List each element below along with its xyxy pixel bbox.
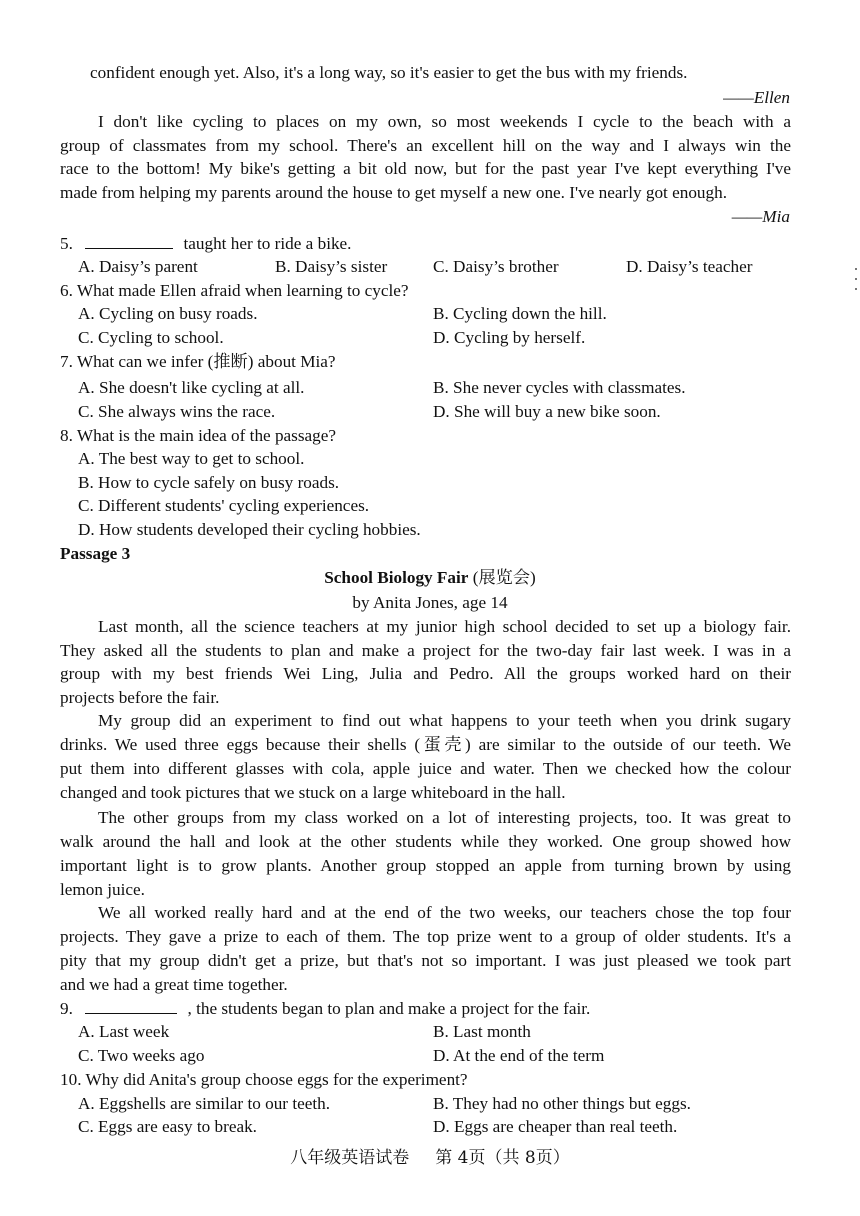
question-10 [60,1071,468,1088]
passage-heading: Passage 3 [60,544,131,563]
option-d: D. Eggs are cheaper than real teeth. [433,1117,678,1136]
option-a: A. She doesn't like cycling at all. [78,378,305,397]
option-d: D. At the end of the term [433,1046,605,1065]
question-8 [60,427,336,444]
question-number: 8. [60,426,73,445]
footer-subject: 八年级英语试卷 [290,1148,410,1168]
signature-mia: ——Mia [731,207,790,226]
question-6 [60,282,409,299]
passage-line: lemon juice. [60,880,145,899]
option-a: A. Cycling on busy roads. [78,304,258,323]
option-d: D. She will buy a new bike soon. [433,402,661,421]
option-b: B. They had no other things but eggs. [433,1094,691,1113]
option-c: C. Two weeks ago [78,1046,205,1065]
option-b: B. She never cycles with classmates. [433,378,686,397]
option-c: C. She always wins the race. [78,402,276,421]
passage-line: We all worked really hard and at the end of the two weeks, our teachers chose the top four [98,903,791,922]
option-c: C. Different students' cycling experiences. [78,496,370,515]
passage-line: group with my best friends Wei Ling, Julia and Pedro. All the groups worked hard on their [60,664,791,683]
question-number: 5. [60,234,73,253]
passage-line: and we had a great time together. [60,975,288,994]
passage-line: drinks. We used three eggs because their shells (蛋壳) are similar to the outside of our teeth. We [60,735,791,754]
page-footer [0,1150,860,1167]
option-d: D. Daisy’s teacher [626,257,753,276]
question-text: What can we infer (推断) about Mia? [76,352,336,371]
question-text: taught her to ride a bike. [183,234,352,253]
question-text: What made Ellen afraid when learning to cycle? [76,281,409,300]
question-9 [60,999,590,1017]
answer-blank [85,999,177,1014]
question-5 [60,234,351,252]
passage-line: important light is to grow plants. Another group stopped an apple from turning brown by using [60,856,791,875]
question-number: 6. [60,281,73,300]
passage-line: walk around the hall and look at the other students while they worked. One group showed how [60,832,791,851]
title-text: School Biology Fair [324,568,469,587]
passage-title [0,569,860,586]
option-a: A. Last week [78,1022,170,1041]
option-a: A. Eggshells are similar to our teeth. [78,1094,331,1113]
question-number: 7. [60,352,73,371]
passage-line: They asked all the students to plan and make a project for the two-day fair last week. I was in a [60,641,791,660]
passage-line: race to the bottom! My bike's getting a bit old now, but for the past year I've kept everything I've [60,159,791,178]
passage-line: pity that my group didn't get a prize, but that's not so important. I was just pleased we took part [60,951,791,970]
question-7 [60,353,336,370]
answer-blank [85,234,173,249]
question-text: Why did Anita's group choose eggs for the experiment? [85,1070,468,1089]
byline: by Anita Jones, age 14 [352,593,508,612]
passage-line: put them into different glasses with cola, apple juice and water. Then we checked how the colour [60,759,791,778]
footer-page-number: 第 4页（共 8页） [435,1148,570,1168]
option-a: A. Daisy’s parent [78,257,198,276]
binding-margin-marks [855,268,857,304]
passage-line: I don't like cycling to places on my own, so most weekends I cycle to the beach with a [98,112,791,131]
passage-line: made from helping my parents around the house to get myself a new one. I've nearly got enough. [60,183,728,202]
passage-line: Last month, all the science teachers at my junior high school decided to set up a biology fair. [98,617,791,636]
title-gloss: (展览会) [468,568,536,587]
option-b: B. Cycling down the hill. [433,304,607,323]
passage-line: projects. They gave a prize to each of them. The top prize went to a group of older students. It's a [60,927,791,946]
option-b: B. How to cycle safely on busy roads. [78,473,340,492]
option-c: C. Daisy’s brother [433,257,559,276]
passage-line: changed and took pictures that we stuck on a large whiteboard in the hall. [60,783,566,802]
question-number: 9. [60,999,73,1018]
passage-line: My group did an experiment to find out what happens to your teeth when you drink sugary [98,711,791,730]
option-d: D. How students developed their cycling hobbies. [78,520,421,539]
option-d: D. Cycling by herself. [433,328,586,347]
passage-line: projects before the fair. [60,688,220,707]
option-c: C. Eggs are easy to break. [78,1117,257,1136]
option-b: B. Last month [433,1022,531,1041]
question-text: , the students began to plan and make a project for the fair. [187,999,591,1018]
question-text: What is the main idea of the passage? [76,426,337,445]
option-a: A. The best way to get to school. [78,449,305,468]
option-c: C. Cycling to school. [78,328,224,347]
passage-line: group of classmates from my school. There's an excellent hill on the way and I always win the [60,136,791,155]
passage-line: confident enough yet. Also, it's a long way, so it's easier to get the bus with my friends. [90,63,688,82]
option-b: B. Daisy’s sister [275,257,388,276]
signature-ellen: ——Ellen [723,88,790,107]
passage-line: The other groups from my class worked on a lot of interesting projects, too. It was great to [98,808,791,827]
question-number: 10. [60,1070,82,1089]
